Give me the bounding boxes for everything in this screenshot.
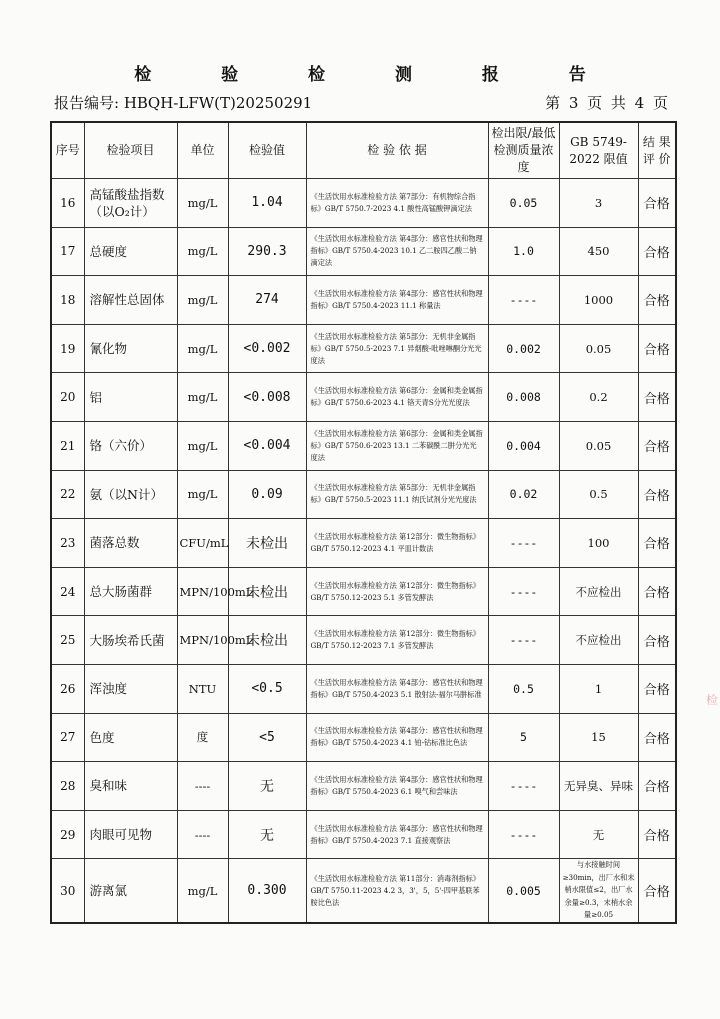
- cell-value: 未检出: [228, 567, 306, 616]
- cell-basis: 《生活饮用水标准检验方法 第6部分：金属和类金属指标》GB/T 5750.6-2023 13.1 二苯碳酰二肼分光光度法: [306, 421, 488, 470]
- cell-value: 0.09: [228, 470, 306, 519]
- cell-no: 20: [51, 373, 84, 422]
- cell-item: 臭和味: [84, 762, 177, 811]
- cell-standard: 1: [559, 664, 638, 713]
- cell-value: <0.004: [228, 421, 306, 470]
- cell-basis: 《生活饮用水标准检验方法 第6部分：金属和类金属指标》GB/T 5750.6-2023 4.1 铬天青S分光光度法: [306, 373, 488, 422]
- cell-basis: 《生活饮用水标准检验方法 第4部分：感官性状和物理指标》GB/T 5750.4-2023 7.1 直接观察法: [306, 810, 488, 859]
- cell-result: 合格: [638, 762, 676, 811]
- cell-value: 274: [228, 276, 306, 325]
- header-item: 检验项目: [84, 122, 177, 179]
- cell-unit: mg/L: [177, 227, 228, 276]
- cell-basis: 《生活饮用水标准检验方法 第12部分：微生物指标》GB/T 5750.12-2023 4.1 平皿计数法: [306, 519, 488, 568]
- table-row: [51, 373, 676, 422]
- table-row: [51, 664, 676, 713]
- header-standard: GB 5749-2022 限值: [559, 122, 638, 179]
- cell-no: 30: [51, 859, 84, 923]
- cell-value: 未检出: [228, 616, 306, 665]
- cell-standard: 无: [559, 810, 638, 859]
- table-row: [51, 179, 676, 228]
- cell-unit: mg/L: [177, 276, 228, 325]
- cell-no: 16: [51, 179, 84, 228]
- cell-item: 氨（以N计）: [84, 470, 177, 519]
- cell-limit: ----: [488, 567, 559, 616]
- cell-value: 无: [228, 762, 306, 811]
- cell-standard: 0.5: [559, 470, 638, 519]
- cell-no: 23: [51, 519, 84, 568]
- cell-result: 合格: [638, 470, 676, 519]
- cell-no: 25: [51, 616, 84, 665]
- cell-no: 19: [51, 324, 84, 373]
- cell-item: 游离氯: [84, 859, 177, 923]
- table-header-row: [51, 122, 676, 179]
- cell-result: 合格: [638, 859, 676, 923]
- cell-result: 合格: [638, 810, 676, 859]
- cell-item: 铬（六价）: [84, 421, 177, 470]
- cell-value: <0.008: [228, 373, 306, 422]
- cell-value: 未检出: [228, 519, 306, 568]
- table-row: [51, 421, 676, 470]
- header-basis: 检 验 依 据: [306, 122, 488, 179]
- cell-unit: mg/L: [177, 179, 228, 228]
- cell-value: 290.3: [228, 227, 306, 276]
- cell-limit: 1.0: [488, 227, 559, 276]
- cell-basis: 《生活饮用水标准检验方法 第12部分：微生物指标》GB/T 5750.12-2023 5.1 多管发酵法: [306, 567, 488, 616]
- cell-no: 18: [51, 276, 84, 325]
- table-row: [51, 227, 676, 276]
- table-body: [51, 179, 676, 923]
- cell-unit: MPN/100mL: [177, 616, 228, 665]
- cell-limit: ----: [488, 519, 559, 568]
- cell-standard: 3: [559, 179, 638, 228]
- cell-basis: 《生活饮用水标准检验方法 第5部分：无机非金属指标》GB/T 5750.5-2023 7.1 异烟酸-吡唑啉酮分光光度法: [306, 324, 488, 373]
- cell-unit: NTU: [177, 664, 228, 713]
- cell-result: 合格: [638, 227, 676, 276]
- cell-item: 大肠埃希氏菌: [84, 616, 177, 665]
- cell-limit: 0.02: [488, 470, 559, 519]
- header-no: 序号: [51, 122, 84, 179]
- cell-value: 0.300: [228, 859, 306, 923]
- cell-result: 合格: [638, 373, 676, 422]
- cell-basis: 《生活饮用水标准检验方法 第11部分：消毒剂指标》GB/T 5750.11-2023 4.2 3，3'，5，5'-四甲基联苯胺比色法: [306, 859, 488, 923]
- table-row: [51, 470, 676, 519]
- cell-result: 合格: [638, 713, 676, 762]
- table-row: [51, 713, 676, 762]
- cell-limit: 0.05: [488, 179, 559, 228]
- cell-no: 28: [51, 762, 84, 811]
- cell-unit: mg/L: [177, 373, 228, 422]
- cell-no: 26: [51, 664, 84, 713]
- cell-item: 肉眼可见物: [84, 810, 177, 859]
- cell-item: 氰化物: [84, 324, 177, 373]
- cell-value: <0.002: [228, 324, 306, 373]
- header-limit: 检出限/最低检测质量浓度: [488, 122, 559, 179]
- cell-value: 1.04: [228, 179, 306, 228]
- cell-standard: 0.05: [559, 324, 638, 373]
- cell-limit: ----: [488, 276, 559, 325]
- cell-standard: 无异臭、异味: [559, 762, 638, 811]
- cell-limit: 0.002: [488, 324, 559, 373]
- cell-result: 合格: [638, 324, 676, 373]
- page-number: 第 3 页 共 4 页: [545, 94, 670, 112]
- cell-item: 色度: [84, 713, 177, 762]
- cell-basis: 《生活饮用水标准检验方法 第4部分：感官性状和物理指标》GB/T 5750.4-2023 4.1 铂-钴标准比色法: [306, 713, 488, 762]
- table-row: [51, 567, 676, 616]
- table-row: [51, 859, 676, 923]
- cell-standard: 450: [559, 227, 638, 276]
- report-title: 检 验 检 测 报 告: [134, 65, 618, 85]
- cell-result: 合格: [638, 519, 676, 568]
- cell-basis: 《生活饮用水标准检验方法 第4部分：感官性状和物理指标》GB/T 5750.4-2023 11.1 称量法: [306, 276, 488, 325]
- cell-unit: 度: [177, 713, 228, 762]
- cell-result: 合格: [638, 276, 676, 325]
- cell-item: 总大肠菌群: [84, 567, 177, 616]
- table-row: [51, 810, 676, 859]
- cell-basis: 《生活饮用水标准检验方法 第12部分：微生物指标》GB/T 5750.12-2023 7.1 多管发酵法: [306, 616, 488, 665]
- header-result: 结 果 评 价: [638, 122, 676, 179]
- table-row: [51, 762, 676, 811]
- cell-item: 溶解性总固体: [84, 276, 177, 325]
- cell-value: <5: [228, 713, 306, 762]
- cell-standard: 0.05: [559, 421, 638, 470]
- cell-item: 菌落总数: [84, 519, 177, 568]
- cell-value: 无: [228, 810, 306, 859]
- cell-unit: mg/L: [177, 421, 228, 470]
- cell-unit: mg/L: [177, 324, 228, 373]
- table-row: [51, 324, 676, 373]
- cell-unit: ----: [177, 762, 228, 811]
- inspection-table: [50, 121, 677, 924]
- cell-basis: 《生活饮用水标准检验方法 第4部分：感官性状和物理指标》GB/T 5750.4-2023 6.1 嗅气和尝味法: [306, 762, 488, 811]
- report-number: 报告编号: HBQH-LFW(T)20250291: [54, 94, 313, 112]
- cell-item: 铝: [84, 373, 177, 422]
- cell-no: 22: [51, 470, 84, 519]
- header-unit: 单位: [177, 122, 228, 179]
- cell-result: 合格: [638, 421, 676, 470]
- cell-item: 总硬度: [84, 227, 177, 276]
- table-row: [51, 519, 676, 568]
- cell-unit: mg/L: [177, 470, 228, 519]
- cell-no: 29: [51, 810, 84, 859]
- table-row: [51, 616, 676, 665]
- cell-no: 21: [51, 421, 84, 470]
- cell-result: 合格: [638, 567, 676, 616]
- cell-basis: 《生活饮用水标准检验方法 第7部分：有机物综合指标》GB/T 5750.7-2023 4.1 酸性高锰酸钾滴定法: [306, 179, 488, 228]
- cell-limit: 5: [488, 713, 559, 762]
- cell-standard: 不应检出: [559, 567, 638, 616]
- cell-unit: CFU/mL: [177, 519, 228, 568]
- cell-standard: 100: [559, 519, 638, 568]
- cell-standard: 不应检出: [559, 616, 638, 665]
- cell-result: 合格: [638, 616, 676, 665]
- cell-limit: 0.008: [488, 373, 559, 422]
- cell-limit: ----: [488, 810, 559, 859]
- red-stamp-fragment: 检: [706, 693, 719, 707]
- cell-item: 高锰酸盐指数（以O₂计）: [84, 179, 177, 228]
- cell-standard: 1000: [559, 276, 638, 325]
- cell-unit: mg/L: [177, 859, 228, 923]
- cell-result: 合格: [638, 179, 676, 228]
- cell-value: <0.5: [228, 664, 306, 713]
- cell-limit: 0.5: [488, 664, 559, 713]
- cell-no: 27: [51, 713, 84, 762]
- cell-limit: ----: [488, 616, 559, 665]
- cell-result: 合格: [638, 664, 676, 713]
- header-value: 检验值: [228, 122, 306, 179]
- table-row: [51, 276, 676, 325]
- cell-standard: 与水接触时间≥30min，出厂水和末梢水限值≤2，出厂水余量≥0.3，末梢水余量≥0.05: [559, 859, 638, 923]
- cell-no: 24: [51, 567, 84, 616]
- cell-limit: 0.004: [488, 421, 559, 470]
- cell-basis: 《生活饮用水标准检验方法 第4部分：感官性状和物理指标》GB/T 5750.4-2023 5.1 散射法-福尔马肼标准: [306, 664, 488, 713]
- cell-standard: 0.2: [559, 373, 638, 422]
- cell-no: 17: [51, 227, 84, 276]
- cell-limit: 0.005: [488, 859, 559, 923]
- cell-unit: ----: [177, 810, 228, 859]
- cell-item: 浑浊度: [84, 664, 177, 713]
- cell-basis: 《生活饮用水标准检验方法 第4部分：感官性状和物理指标》GB/T 5750.4-2023 10.1 乙二胺四乙酸二钠滴定法: [306, 227, 488, 276]
- cell-basis: 《生活饮用水标准检验方法 第5部分：无机非金属指标》GB/T 5750.5-2023 11.1 纳氏试剂分光光度法: [306, 470, 488, 519]
- cell-limit: ----: [488, 762, 559, 811]
- cell-unit: MPN/100mL: [177, 567, 228, 616]
- cell-standard: 15: [559, 713, 638, 762]
